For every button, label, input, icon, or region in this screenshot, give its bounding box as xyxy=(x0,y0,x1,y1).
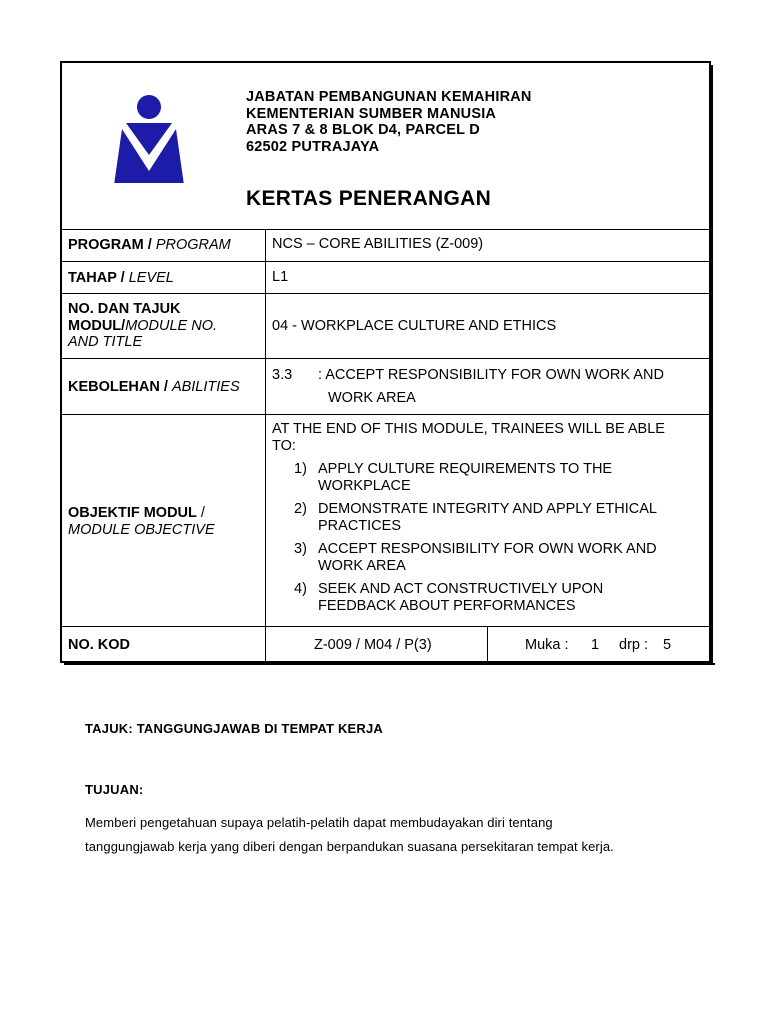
label-italic: MODULE OBJECTIVE xyxy=(68,521,215,538)
code-row xyxy=(62,627,709,663)
ability-text: : ACCEPT RESPONSIBILITY FOR OWN WORK AND xyxy=(318,367,664,383)
module-row xyxy=(62,294,709,359)
label-bold: KEBOLEHAN / xyxy=(68,379,168,395)
label-italic: ABILITIES xyxy=(171,379,240,395)
program-row xyxy=(62,229,709,262)
page-label: Muka : xyxy=(525,637,569,653)
item-number: 4) xyxy=(294,581,307,597)
label-italic: LEVEL xyxy=(128,270,174,286)
level-row xyxy=(62,262,709,294)
label-bold: MODUL/ xyxy=(68,317,126,334)
program-value: NCS – CORE ABILITIES (Z-009) xyxy=(272,236,484,252)
address-line: 62502 PUTRAJAYA xyxy=(246,138,380,155)
level-label xyxy=(68,270,174,287)
code-divider xyxy=(487,627,488,663)
item-text: PRACTICES xyxy=(318,518,401,534)
of-label: drp : xyxy=(619,637,649,653)
program-label xyxy=(68,237,231,254)
label-bold: NO. KOD xyxy=(68,637,131,653)
address-line: ARAS 7 & 8 BLOK D4, PARCEL D xyxy=(246,122,480,138)
label-bold: PROGRAM / xyxy=(68,237,152,253)
objective-intro: AT THE END OF THIS MODULE, TRAINEES WILL BE ABLE xyxy=(272,421,665,437)
label-italic: PROGRAM xyxy=(155,237,231,253)
objective-value xyxy=(272,421,704,615)
code-label xyxy=(68,637,130,654)
item-text: SEEK AND ACT CONSTRUCTIVELY UPON xyxy=(318,581,604,597)
purpose-heading: TUJUAN: xyxy=(85,782,144,797)
form-shadow-bottom xyxy=(64,663,715,665)
item-text: WORKPLACE xyxy=(318,478,411,494)
item-text: DEMONSTRATE INTEGRITY AND APPLY ETHICAL xyxy=(318,501,657,517)
item-number: 2) xyxy=(294,501,307,517)
document-title: KERTAS PENERANGAN xyxy=(246,187,492,210)
purpose-paragraph xyxy=(85,811,685,859)
objective-intro-cont: TO: xyxy=(272,438,296,454)
purpose-line: Memberi pengetahuan supaya pelatih-pelatih dapat membudayakan diri tentang xyxy=(85,815,553,830)
info-sheet-form xyxy=(60,61,711,663)
jpk-logo xyxy=(112,93,186,183)
item-text: FEEDBACK ABOUT PERFORMANCES xyxy=(318,598,576,614)
module-value: 04 - WORKPLACE CULTURE AND ETHICS xyxy=(272,318,557,334)
ability-number: 3.3 xyxy=(272,367,293,383)
address-line: KEMENTERIAN SUMBER MANUSIA xyxy=(246,105,497,122)
item-text: APPLY CULTURE REQUIREMENTS TO THE xyxy=(318,461,613,477)
form-header xyxy=(62,63,709,230)
label-bold: TAHAP / xyxy=(68,270,125,286)
page-number: 1 xyxy=(591,637,600,653)
abilities-label xyxy=(68,379,240,396)
item-text: ACCEPT RESPONSIBILITY FOR OWN WORK AND xyxy=(318,541,657,557)
label-italic: MODULE NO. xyxy=(125,317,218,334)
item-number: 1) xyxy=(294,461,307,477)
objective-row xyxy=(62,415,709,627)
objective-label xyxy=(68,505,215,538)
address-line: JABATAN PEMBANGUNAN KEMAHIRAN xyxy=(246,89,532,105)
objective-list xyxy=(272,461,704,615)
module-label xyxy=(68,301,217,351)
abilities-row xyxy=(62,359,709,415)
abilities-value xyxy=(272,367,702,407)
label-slash: / xyxy=(200,505,205,521)
form-shadow-right xyxy=(711,65,713,665)
item-number: 3) xyxy=(294,541,307,557)
level-value: L1 xyxy=(272,269,289,285)
item-text: WORK AREA xyxy=(318,558,406,574)
label-bold: NO. DAN TAJUK xyxy=(68,301,181,317)
list-item xyxy=(272,501,704,535)
page-total: 5 xyxy=(663,637,672,653)
list-item xyxy=(272,461,704,495)
label-bold: OBJEKTIF MODUL xyxy=(68,505,197,521)
list-item xyxy=(272,581,704,615)
code-value: Z-009 / M04 / P(3) xyxy=(314,637,432,653)
ministry-address xyxy=(246,89,532,155)
list-item xyxy=(272,541,704,575)
ability-text-cont: WORK AREA xyxy=(328,390,416,406)
label-italic: AND TITLE xyxy=(68,334,143,350)
purpose-line: tanggungjawab kerja yang diberi dengan berpandukan suasana persekitaran tempat kerja. xyxy=(85,839,614,854)
topic-heading: TAJUK: TANGGUNGJAWAB DI TEMPAT KERJA xyxy=(85,721,384,736)
